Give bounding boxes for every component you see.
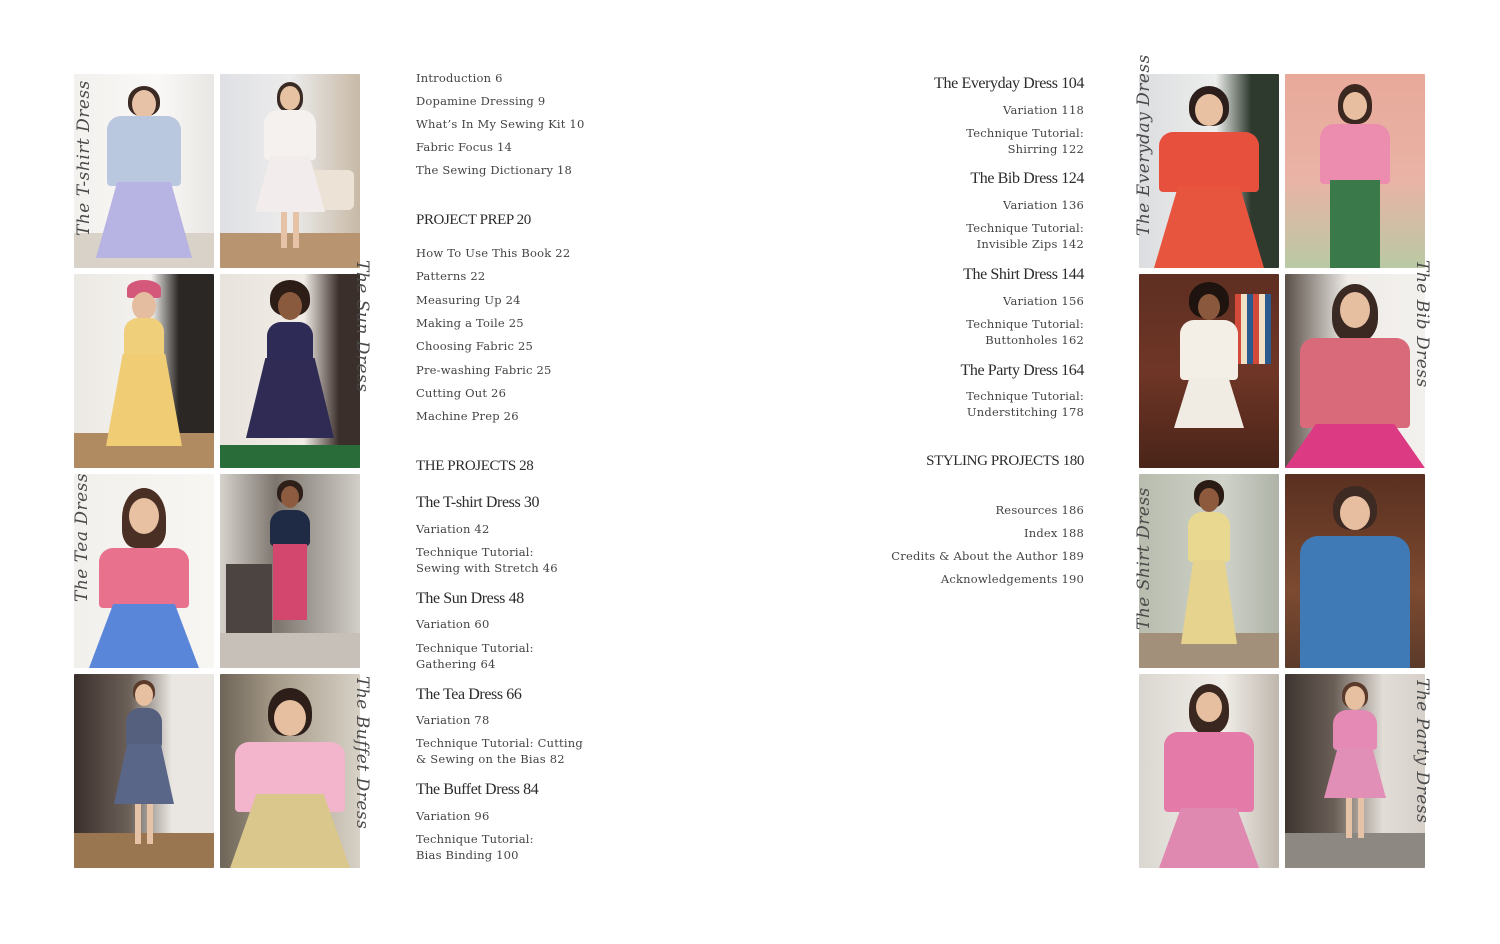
label-party-dress: The Party Dress (1412, 678, 1432, 824)
toc-item: Introduction 6 (416, 71, 503, 85)
label-bib-dress: The Bib Dress (1412, 260, 1432, 388)
chapter-title: The Shirt Dress 144 (963, 266, 1084, 283)
toc-item: How To Use This Book 22 (416, 246, 571, 260)
photo-bib-dress-2 (1285, 274, 1425, 468)
toc-item: Cutting Out 26 (416, 386, 507, 400)
toc-item: Technique Tutorial: Gathering 64 (416, 641, 534, 671)
toc-item: Variation 42 (416, 522, 490, 536)
photo-tshirt-dress-1 (74, 74, 214, 268)
label-sun-dress: The Sun Dress (352, 260, 372, 393)
photo-bib-dress-1 (1139, 274, 1279, 468)
chapter-title: The Everyday Dress 104 (934, 75, 1084, 92)
toc-item: Patterns 22 (416, 269, 486, 283)
section-heading-project-prep: PROJECT PREP 20 (416, 212, 531, 228)
photo-tshirt-dress-2 (220, 74, 360, 268)
chapter-title: The Bib Dress 124 (970, 170, 1084, 187)
toc-item: Variation 118 (1003, 103, 1084, 117)
toc-item: Variation 156 (1003, 294, 1084, 308)
toc-item: Pre-washing Fabric 25 (416, 363, 552, 377)
section-heading-projects: THE PROJECTS 28 (416, 458, 534, 474)
photo-sun-dress-2 (220, 274, 360, 468)
chapter-title: The Tea Dress 66 (416, 686, 522, 703)
photo-buffet-dress-1 (74, 674, 214, 868)
toc-item: Technique Tutorial: Understitching 178 (966, 389, 1084, 419)
toc-item: Acknowledgements 190 (940, 572, 1084, 586)
toc-item: Technique Tutorial: Sewing with Stretch 46 (416, 545, 558, 575)
toc-item: Technique Tutorial: Bias Binding 100 (416, 832, 534, 862)
toc-item: Resources 186 (995, 503, 1084, 517)
label-everyday-dress: The Everyday Dress (1134, 54, 1154, 236)
toc-item: The Sewing Dictionary 18 (416, 163, 573, 177)
chapter-title: The Party Dress 164 (960, 362, 1084, 379)
photo-everyday-dress-1 (1139, 74, 1279, 268)
label-tea-dress: The Tea Dress (72, 472, 92, 602)
toc-item: Technique Tutorial: Cutting & Sewing on the Bias 82 (416, 736, 583, 766)
photo-party-dress-2 (1285, 674, 1425, 868)
toc-item: Variation 78 (416, 713, 490, 727)
toc-item: Credits & About the Author 189 (891, 549, 1084, 563)
photo-everyday-dress-2 (1285, 74, 1425, 268)
chapter-title: The Buffet Dress 84 (416, 781, 539, 798)
toc-item: What’s In My Sewing Kit 10 (416, 117, 585, 131)
toc-item: Dopamine Dressing 9 (416, 94, 546, 108)
section-heading-styling: STYLING PROJECTS 180 (926, 453, 1084, 469)
toc-item: Technique Tutorial: Shirring 122 (966, 126, 1084, 156)
photo-buffet-dress-2 (220, 674, 360, 868)
toc-item: Variation 60 (416, 617, 490, 631)
contents-left (416, 70, 656, 870)
chapter-title: The Sun Dress 48 (416, 590, 524, 607)
toc-item: Machine Prep 26 (416, 409, 519, 423)
contents-right (844, 70, 1084, 630)
toc-item: Making a Toile 25 (416, 316, 524, 330)
photo-sun-dress-1 (74, 274, 214, 468)
toc-item: Index 188 (1023, 526, 1084, 540)
toc-item: Variation 136 (1003, 198, 1084, 212)
photo-shirt-dress-1 (1139, 474, 1279, 668)
photo-tea-dress-2 (220, 474, 360, 668)
toc-item: Technique Tutorial: Invisible Zips 142 (966, 221, 1084, 251)
label-tshirt-dress: The T-shirt Dress (74, 80, 94, 236)
toc-item: Variation 96 (416, 809, 490, 823)
toc-item: Fabric Focus 14 (416, 140, 512, 154)
toc-item: Technique Tutorial: Buttonholes 162 (966, 317, 1084, 347)
photo-shirt-dress-2 (1285, 474, 1425, 668)
photo-party-dress-1 (1139, 674, 1279, 868)
chapter-title: The T-shirt Dress 30 (416, 494, 540, 511)
label-buffet-dress: The Buffet Dress (352, 676, 372, 830)
photo-tea-dress-1 (74, 474, 214, 668)
toc-item: Measuring Up 24 (416, 293, 521, 307)
label-shirt-dress: The Shirt Dress (1134, 487, 1154, 630)
toc-item: Choosing Fabric 25 (416, 339, 533, 353)
